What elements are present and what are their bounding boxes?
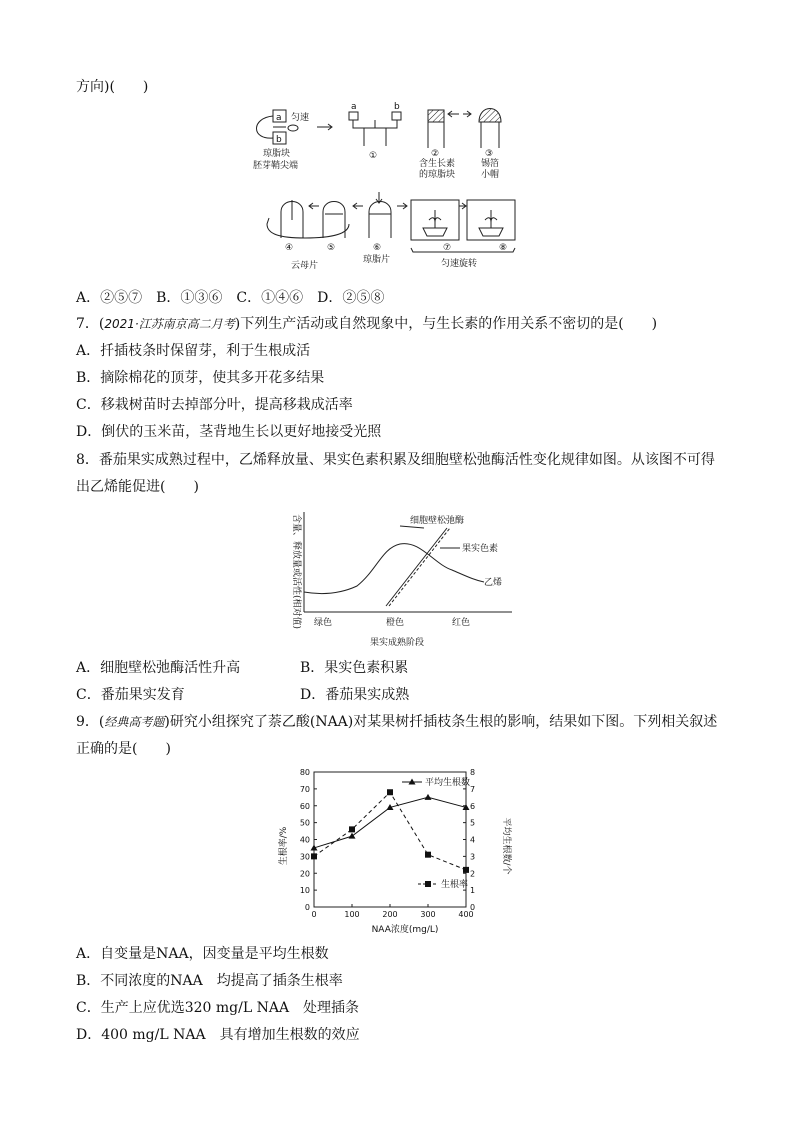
q8-x-tick-orange: 橙色 xyxy=(386,618,405,628)
q9-x-tick-label: 0 xyxy=(311,910,317,919)
label-auxin-2: 的琼脂块 xyxy=(419,170,456,180)
q9-y-right-tick-label: 5 xyxy=(470,818,476,828)
q9-x-label: NAA浓度(mg/L) xyxy=(371,925,439,935)
q7-option-c: C．移栽树苗时去掉部分叶，提高移栽成活率 xyxy=(76,397,353,413)
q9-legend-roots-count: 平均生根数 xyxy=(425,778,471,788)
q9-y-right-tick-label: 8 xyxy=(470,768,476,777)
q8-label-pigment: 果实色素 xyxy=(462,544,499,554)
num-3: ③ xyxy=(485,149,494,159)
q7-option-a: A．扦插枝条时保留芽，利于生根成活 xyxy=(76,343,311,359)
num-6: ⑥ xyxy=(373,243,382,253)
q9-y-right-tick-label: 3 xyxy=(470,852,476,862)
q9-legend-marker-rate xyxy=(425,881,431,887)
q9-series-line-rooting-rate xyxy=(314,792,466,870)
q9-y-left-tick-label: 80 xyxy=(299,768,310,777)
q9-y-right-tick-label: 6 xyxy=(470,801,476,811)
label-rotate: 匀速旋转 xyxy=(441,259,478,269)
q9-stem-line1 xyxy=(76,713,717,731)
q9-y-left-label: 生根率/% xyxy=(279,826,289,866)
seedling-8 xyxy=(485,210,497,228)
num-4: ④ xyxy=(285,243,294,253)
q9-y-right-tick-label: 0 xyxy=(470,903,476,912)
q8-stem-line1: 8．番茄果实成熟过程中，乙烯释放量、果实色素积累及细胞壁松弛酶活性变化规律如图。从该图不可得 xyxy=(76,452,715,468)
coleoptile-1b xyxy=(375,120,397,146)
num-2: ② xyxy=(431,149,440,159)
q8-ripening-chart xyxy=(282,508,518,654)
q9-stem-text: )研究小组探究了萘乙酸(NAA)对某果树扦插枝条生根的影响，结果如下图。下列相关叙述 xyxy=(164,714,718,730)
q9-y-left-tick-label: 60 xyxy=(299,801,310,811)
ethylene-curve xyxy=(304,544,484,594)
coleoptile-tip-curve xyxy=(257,116,274,138)
q9-y-right-tick-label: 1 xyxy=(470,886,476,896)
q9-stem-line2: 正确的是( ) xyxy=(76,741,171,757)
label-1a: a xyxy=(351,102,357,112)
q9-option-a: A．自变量是NAA，因变量是平均生根数 xyxy=(76,946,329,962)
q9-y-right-tick-label: 2 xyxy=(470,869,476,879)
q9-y-left-tick-label: 10 xyxy=(299,886,310,896)
label-mica: 云母片 xyxy=(291,261,319,271)
q7-option-b: B．摘除棉花的顶芽，使其多开花多结果 xyxy=(76,370,325,386)
q9-option-b: B．不同浓度的NAA 均提高了插条生根率 xyxy=(76,973,343,989)
coleoptile-1a xyxy=(353,120,375,146)
q9-option-d: D．400 mg/L NAA 具有增加生根数的效应 xyxy=(76,1027,360,1043)
q8-y-label: 含量、释放量或活性(相对值) xyxy=(291,514,301,630)
q9-source: 经典高考题 xyxy=(104,715,165,729)
label-a: a xyxy=(276,113,282,123)
q7-option-d: D．倒伏的玉米苗，茎背地生长以更好地接受光照 xyxy=(76,424,382,440)
q6-stem-end: 方向)( ) xyxy=(76,79,149,95)
q9-y-left-tick-label: 30 xyxy=(299,852,310,862)
enzyme-line xyxy=(386,528,447,606)
q8-x-tick-green: 绿色 xyxy=(314,618,333,628)
q9-point-rooting-rate xyxy=(387,789,393,795)
pigment-line xyxy=(389,528,450,606)
q9-x-tick-label: 100 xyxy=(344,910,360,919)
label-agar: 琼脂块 xyxy=(263,149,291,159)
q9-y-right-tick-label: 7 xyxy=(470,784,476,794)
q9-y-left-tick-label: 0 xyxy=(304,903,310,912)
q7-stem xyxy=(76,315,657,333)
q9-option-c: C．生产上应优选320 mg/L NAA 处理插条 xyxy=(76,1000,360,1016)
q8-label-enzyme: 细胞壁松弛酶 xyxy=(410,516,465,526)
q9-x-tick-label: 400 xyxy=(458,910,474,919)
coleoptile-2 xyxy=(428,122,444,148)
foil-cap xyxy=(479,109,501,123)
q8-x-label: 果实成熟阶段 xyxy=(370,638,425,648)
q9-y-left-tick-label: 70 xyxy=(299,784,310,794)
q7-stem-text: )下列生产活动或自然现象中，与生长素的作用关系不密切的是( ) xyxy=(234,316,658,332)
num-5: ⑤ xyxy=(327,243,336,253)
q6-experiment-figure xyxy=(245,100,545,280)
q9-point-roots-count xyxy=(349,833,356,839)
q8-label-ethylene: 乙烯 xyxy=(484,578,503,588)
rotation-icon xyxy=(288,125,298,131)
q9-naa-chart xyxy=(272,762,522,938)
q9-point-rooting-rate xyxy=(463,867,469,873)
q9-point-rooting-rate xyxy=(349,826,355,832)
q9-x-tick-label: 200 xyxy=(382,910,398,919)
q9-legend-rooting-rate: 生根率 xyxy=(441,880,469,890)
q8-option-b: B．果实色素积累 xyxy=(300,660,409,676)
q9-y-right-label: 平均生根数/个 xyxy=(501,817,511,875)
label-speed: 匀速 xyxy=(291,113,310,123)
pot-8 xyxy=(479,228,503,236)
q9-y-right-tick-label: 4 xyxy=(470,835,476,845)
q9-point-rooting-rate xyxy=(311,853,317,859)
q9-y-left-tick-label: 20 xyxy=(299,869,310,879)
label-auxin-1: 含生长素 xyxy=(419,159,456,169)
q9-y-left-tick-label: 50 xyxy=(299,818,310,828)
q9-y-left-tick-label: 40 xyxy=(299,835,310,845)
q8-x-tick-red: 红色 xyxy=(452,618,471,628)
coleoptile-5 xyxy=(323,202,345,239)
num-8: ⑧ xyxy=(499,243,508,253)
q6-options: A．②⑤⑦ B．①③⑥ C．①④⑥ D．②⑤⑧ xyxy=(76,290,385,306)
num-7: ⑦ xyxy=(443,243,452,253)
seedling-7 xyxy=(429,210,441,228)
pot-7 xyxy=(423,228,447,236)
q7-number: 7．( xyxy=(76,316,105,332)
q8-option-c: C．番茄果实发育 xyxy=(76,687,185,703)
q9-point-roots-count xyxy=(425,794,432,800)
q9-x-tick-label: 300 xyxy=(420,910,436,919)
label-agar-sheet: 琼脂片 xyxy=(363,255,391,265)
q8-option-a: A．细胞壁松弛酶活性升高 xyxy=(76,660,241,676)
num-1: ① xyxy=(369,151,378,161)
label-1b: b xyxy=(394,102,400,112)
label-foil-1: 锡箔 xyxy=(481,159,500,169)
q8-stem-line2: 出乙烯能促进( ) xyxy=(76,479,199,495)
q7-source: 2021·江苏南京高二月考 xyxy=(104,317,235,331)
enzyme-leader xyxy=(400,526,424,528)
q9-point-rooting-rate xyxy=(425,852,431,858)
q8-option-d: D．番茄果实成熟 xyxy=(300,687,410,703)
label-tip: 胚芽鞘尖端 xyxy=(253,161,299,171)
label-foil-2: 小帽 xyxy=(481,170,500,180)
label-b: b xyxy=(276,135,282,145)
q9-number: 9．( xyxy=(76,714,105,730)
coleoptile-6 xyxy=(369,202,391,239)
